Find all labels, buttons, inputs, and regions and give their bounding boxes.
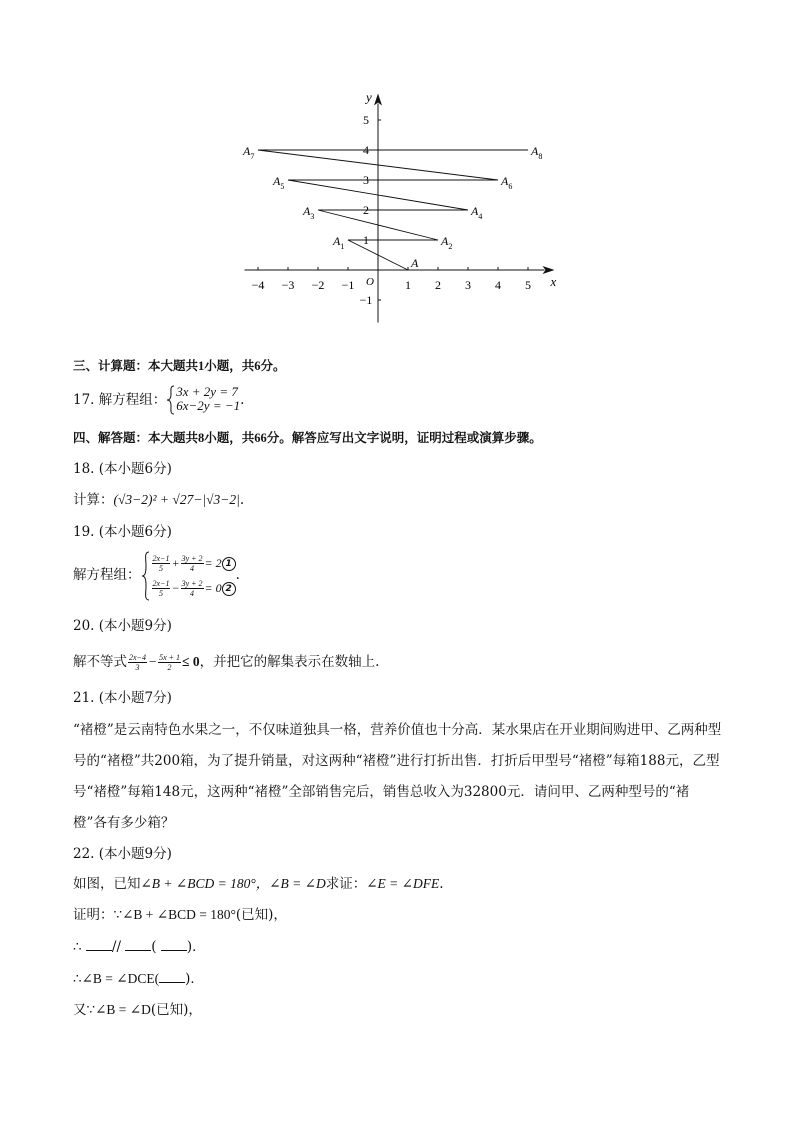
question-19-header: 19. (本小题6分) — [73, 524, 172, 540]
question-22-header: 22. (本小题9分) — [73, 846, 172, 862]
y-tick-label: 2 — [363, 203, 369, 217]
y-axis-label: y — [366, 92, 372, 105]
question-22-line-5: 又∵∠B = ∠D(已知)， — [73, 1002, 202, 1018]
point-label-a1: $A_1$ — [333, 234, 345, 251]
question-22-line-1: 如图，已知∠B + ∠BCD = 180°，∠B = ∠D求证：∠E = ∠DFE. — [73, 876, 444, 892]
q19-eq1: $\frac{2x-1}{5}$ + $\frac{3y + 2}{4}$ = 2 1 — [151, 551, 236, 576]
x-tick-label: −2 — [311, 278, 325, 292]
circled-2-marker: 2 — [222, 582, 236, 596]
q17-eq1: 3x + 2y = 7 — [176, 384, 238, 399]
section-4-heading: 四、解答题：本大题共8小题，共66分。解答应写出文字说明，证明过程或演算步骤。 — [73, 430, 542, 445]
x-tick-label: 1 — [405, 278, 411, 292]
point-label-a8: $A_8$ — [531, 144, 543, 161]
origin-label: O — [366, 276, 374, 288]
question-22-line-2: 证明：∵∠B + ∠BCD = 180°(已知)， — [73, 907, 287, 923]
x-tick-label: −4 — [251, 278, 265, 292]
section-3-heading: 三、计算题：本大题共1小题，共6分。 — [73, 358, 286, 373]
question-20-body: 解不等式 $\frac{2x-4}{3}$ − $\frac{5x + 1}{2}$ ≤ 0，并把它的解集表示在数轴上. — [73, 653, 380, 673]
brace-icon — [166, 385, 176, 415]
question-19-body: 解方程组： $\frac{2x-1}{5}$ + $\frac{3y + 2}{4}$ = 2 1 $\frac{2x-1}{5}$ − $\frac{3y + 2}{4}$ = 0 2 . — [73, 550, 240, 601]
coordinate-figure — [238, 92, 560, 324]
point-label-a3: $A_3$ — [303, 204, 315, 221]
question-21-body: “褚橙”是云南特色水果之一，不仅味道独具一格，营养价值也十分高．某水果店在开业期间购进甲、乙两种型号的“褚橙”共200箱，为了提升销量，对这两种“褚橙”进行打折出售．打折后甲型号“褚橙”每箱188元，乙型号“褚橙”每箱148元，这两种“褚橙”全部销售完后，销售总收入为32800元．请问甲、乙两种型号的“褚橙”各有多少箱？ — [73, 722, 722, 831]
q17-label: 17. 解方程组： — [73, 392, 167, 408]
answer-blank[interactable] — [161, 938, 187, 951]
circled-1-marker: 1 — [222, 557, 236, 571]
q17-equation-system — [166, 385, 240, 416]
x-tick-label: −1 — [341, 278, 355, 292]
question-20-header: 20. (本小题9分) — [73, 618, 172, 634]
x-tick-label: −3 — [281, 278, 295, 292]
brace-icon — [141, 551, 151, 601]
question-22-line-3: ∴ // ( )． — [73, 939, 206, 955]
answer-blank[interactable] — [86, 938, 112, 951]
q20-inequality: $\frac{2x-4}{3}$ − $\frac{5x + 1}{2}$ ≤ 0 — [129, 653, 200, 673]
x-tick-label: 4 — [495, 278, 501, 292]
point-label-a5: $A_5$ — [273, 174, 285, 191]
spiral-path — [258, 150, 528, 270]
y-tick-label: 3 — [363, 173, 369, 187]
question-18-body: 计算：(√3−2)² + √27−|√3−2|. — [73, 492, 245, 508]
question-22-line-4: ∴∠B = ∠DCE( )． — [73, 971, 204, 987]
question-21-header: 21. (本小题7分) — [73, 690, 172, 706]
point-label-a2: $A_2$ — [441, 234, 453, 251]
q19-equation-system — [141, 551, 236, 601]
point-label-a4: $A_4$ — [471, 204, 483, 221]
question-17: 17. 解方程组： 3x + 2y = 7 6x−2y = −1 . — [73, 385, 244, 416]
y-tick-label: 1 — [363, 233, 369, 247]
y-tick-label: 5 — [363, 113, 369, 127]
coordinate-plane — [238, 92, 560, 324]
x-tick-label: 5 — [525, 278, 531, 292]
x-axis-label: x — [550, 274, 557, 289]
answer-blank[interactable] — [125, 938, 151, 951]
y-tick-label: −1 — [359, 293, 373, 307]
x-tick-label: 2 — [435, 278, 441, 292]
q19-eq2: $\frac{2x-1}{5}$ − $\frac{3y + 2}{4}$ = 0 2 — [151, 576, 236, 601]
q17-eq2: 6x−2y = −1 — [176, 398, 241, 413]
question-18-header: 18. (本小题6分) — [73, 461, 172, 477]
q18-expression: (√3−2)² + √27−|√3−2| — [113, 492, 240, 507]
point-label-a: A — [411, 256, 419, 270]
answer-blank[interactable] — [159, 970, 185, 983]
point-label-a7: $A_7$ — [243, 144, 255, 161]
y-tick-label: 4 — [363, 143, 369, 157]
x-tick-label: 3 — [465, 278, 471, 292]
point-label-a6: $A_6$ — [501, 174, 513, 191]
